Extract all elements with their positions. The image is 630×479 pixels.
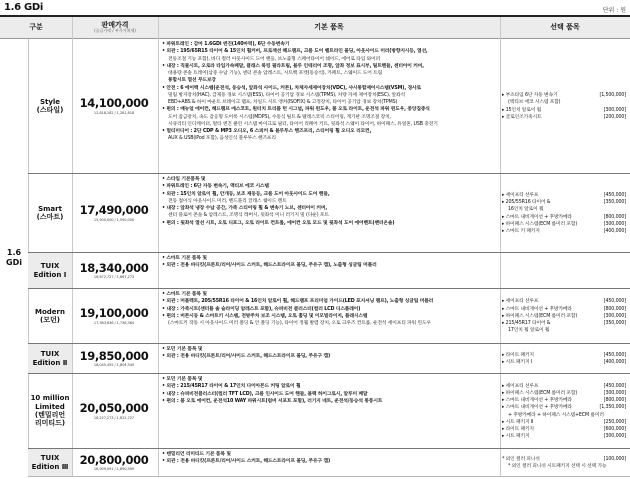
option-label: ▸ 스마트 내비게이션 + 후방카메라 (502, 306, 572, 312)
page-title: 1.6 GDi (4, 2, 44, 13)
basic-item-line: 센터 플로어 콘솔 & 암레스트, 조명식 레버시, 뒷좌석 미니 러기지 밀 (다운) 포트 (168, 213, 329, 219)
price-breakdown: 15,900,000 / 1,590,000 (93, 217, 135, 222)
basic-items (158, 174, 498, 252)
basic-item-line: • 내장 : 앞좌석 냉장 수납 공간, 가죽 스티어링 휠 & 변속기 노브, 센터아이 커버, (162, 206, 328, 211)
basic-item-line: • 내장 : 가죽시트(센터플 솔 슬라이딩 암레스트 포함), 슈퍼비전 클러스터(컬러 LCD 디스플레이) (162, 306, 361, 312)
option-label: ▸ 세이프티 선루프 (502, 299, 539, 305)
basic-item-line: EBD+ABS & 하이 마운트 브레이크 램프, 차일드 시트 앵커(ISOFIX) & 고정장치, 타이어 공기압 경보 장치(TPMS) (168, 100, 398, 105)
trim-name-line: (스마트) (36, 213, 64, 221)
basic-item-line: • 편의 : 버튼시동 & 스마트키 시스템, 전방주차 보조 시스템, 오토 홀딩 및 이모빌라이저, 플레시스템 (162, 313, 368, 319)
basic-item-line: • 외관 : 15인치 알로이 휠, 안개등, 보조 제동등, 크롬 도어 아웃사이드 도어 핸들, (162, 191, 330, 197)
basic-item-line: • 외관 : 머플렉트, 205/55R16 타이어 & 16인치 알로이 휠, 헤드램프 프리미엄 가이드(LED 포지셔닝 램프), 노출형 싱글팁 머플러 (162, 299, 434, 305)
basic-items (158, 374, 498, 448)
option-price: [300,000] (603, 313, 626, 319)
option-label: 16인치 알로이 휠 (508, 207, 544, 213)
basic-item-line: • 편의 : 매뉴얼 에어컨, 헤드램프 에스코트, 원터치 트리플 턴 시그널, 파워 윈도우, 풀 오토 라이트, 운전석 파워 윈도우, 중앙집중식 (162, 107, 430, 113)
option-price: [600,000] (603, 427, 626, 432)
option-price: [400,000] (603, 229, 626, 234)
trim-name-line: Edition Ⅲ (31, 462, 69, 471)
basic-item-line: 도어 잠금장치, 속도 감응형 도어록 시스템(MDPS), 수동식 틸트 & 텔레스코픽 스티어링, 게기판 조명조절 장치, (168, 114, 391, 120)
basic-item-line: • 스마트 기본 품목 및 (162, 256, 207, 261)
trim-price (72, 374, 156, 448)
trim-name-line: Smart (38, 204, 62, 213)
basic-item-line: 대용량 콘솔 트레이(삼중 수납 기능), 센터 콘솔 암레스트, 시트백 포켓(동승석), 카페트, 스웨이드 도어 트림 (168, 71, 383, 76)
option-items (500, 344, 626, 373)
basic-item-line: • 외관 : 전용 바디킷(프론트/리어/사이드 스커트, 해드스트라이프 몰딩, 주유구 캡), 노출형 싱글팁 머플러 (162, 263, 377, 269)
option-label: 17인치 휠 알로이 휠 (508, 328, 550, 334)
option-label: ▸ 스마트 키 패키지 (502, 229, 540, 234)
option-label: ▸ 시트 패키지 (502, 434, 530, 440)
trim-name-line: Limited (35, 402, 65, 411)
option-item (502, 99, 626, 106)
option-item (502, 214, 626, 221)
basic-item-line: 전동 접이식 아웃사이드 미러, 헨드플리 글래스 쉐이드 렌트 (168, 198, 287, 204)
price-value: 19,100,000 (79, 306, 149, 321)
basic-item-line: • 스마트 기본 품목 및 (162, 292, 207, 297)
basic-item-line: • 멀티미디어 : 2단 CDP & MP3 오디오, 6 스피커 & 블루투스 핸즈프리, 스티어링 휠 오디오 리모컨, (162, 129, 372, 134)
trim-name-line: 리미티드) (34, 419, 66, 428)
trim-name-line: (스타일) (36, 106, 64, 114)
trim-name-line: TUIX (40, 350, 60, 359)
price-value: 20,050,000 (79, 401, 149, 416)
option-item (502, 456, 626, 463)
option-item (502, 397, 626, 404)
option-price: [300,000] (603, 434, 626, 440)
basic-item-line: • 외관 : 전용 바디킷(프론트/리어/사이드 스커트, 해드스트라이프 몰딩, 주유구 캡) (162, 354, 330, 360)
option-label: ▸ 215/45R17 타이어 & (502, 321, 551, 327)
trim-row (28, 374, 630, 449)
trim-name (28, 449, 72, 476)
trim-name-line: Modern (35, 307, 65, 316)
option-item (502, 298, 626, 305)
option-item (502, 192, 626, 199)
option-price: [1,350,000] (599, 405, 626, 411)
option-label: ▸ 시트 패키지 Ⅱ (502, 419, 534, 425)
option-item (502, 92, 626, 99)
option-label: ▸ 부츠타입 6단 자동 변속기 (502, 93, 558, 98)
header-basic: 기본 품목 (158, 17, 500, 39)
option-price: [300,000] (603, 390, 626, 396)
unit-note: 단위 : 원 (602, 7, 626, 14)
option-label: * 외인 컬러 피니쉬 시트패키지 선택 시 선택 가능 (508, 464, 607, 469)
basic-items (158, 289, 498, 343)
trim-price (72, 253, 156, 288)
option-items (500, 253, 626, 288)
option-item (502, 221, 626, 228)
option-label: ▸ 글로인조가죽시트 (502, 114, 542, 120)
basic-item-line: • 스타일 기본품목 및 (162, 177, 206, 182)
basic-items (158, 449, 498, 476)
option-item (502, 433, 626, 440)
option-item (502, 320, 626, 327)
trim-row (28, 289, 630, 344)
option-label: ▸ 205/55R16 타이어 & (502, 200, 551, 205)
basic-item-line: • 모던 기본 품목 및 (162, 347, 203, 352)
option-item (502, 107, 626, 114)
option-price: [100,000] (603, 456, 626, 462)
trim-row (28, 344, 630, 374)
trim-name-line: Edition Ⅱ (32, 358, 68, 367)
trim-price (72, 39, 156, 173)
header-price: 판매가격 (공급가액 / 부가가치세) (72, 17, 158, 39)
option-item (502, 228, 626, 235)
basic-item-line: • 외관 : 215/45R17 타이어 & 17인치 다이아몬드 커팅 알로이 휠 (162, 384, 301, 390)
price-value: 14,100,000 (79, 96, 149, 111)
option-item (502, 206, 626, 213)
option-items (500, 39, 626, 173)
option-items (500, 289, 626, 343)
trim-name-line: (텐밀리언 (34, 411, 66, 419)
option-label: ▸ 스마트 내비게이션 + 후방카메라 (502, 214, 572, 220)
basic-item-line: • 내장 : 슈퍼비전클러스터(컬러 TFT LCD), 크롬 인사이드 도어 핸들, 블랙 하이그로시, 알루미 페달 (162, 391, 368, 397)
option-label: (액티브 에코 시스템 포함) (508, 100, 561, 106)
price-breakdown: 18,909,091 / 1,890,909 (93, 467, 135, 472)
option-price: [450,000] (603, 352, 626, 358)
trim-name-line: TUIX (40, 454, 60, 463)
option-price: [350,000] (603, 321, 626, 327)
option-label: ▸ 하이패스 시스템(ECM 룸미러 포함) (502, 221, 578, 227)
trim-price (72, 449, 156, 476)
header-price-note: (공급가액 / 부가가치세) (94, 28, 136, 34)
price-value: 17,490,000 (79, 203, 149, 218)
price-breakdown: 18,227,273 / 1,822,727 (93, 415, 135, 420)
basic-item-line: 통합시트 열선 무드보강 (168, 78, 216, 84)
price-value: 18,340,000 (79, 260, 149, 275)
option-item (502, 390, 626, 397)
option-label: ▸ 하이패스 시스템(ECM 룸미러 포함) (502, 390, 578, 396)
option-item (502, 359, 626, 366)
option-price: [350,000] (603, 200, 626, 205)
basic-item-line: • 내장 : 직물시트, 오로라 타입가속페달, 클래스 룩킹 필라트림, 블루 인테리어 조명, 앞좌 정보 표시부, 틸트핸들, 센터아이 커버, (162, 63, 424, 69)
basic-item-line: (스마트키 작동 시 아웃사이드 미러 폴딩 & 언 폴딩 기능), 타이어 정웰 발렴 장치, 오토 크루즈 컨트롤, 운전석 세이프티 파워 윈도우 (168, 321, 431, 326)
basic-item-line: • 모던 기본 품목 및 (162, 377, 203, 382)
price-value: 19,850,000 (79, 348, 149, 363)
option-price: [300,000] (603, 221, 626, 227)
option-price: [300,000] (603, 107, 626, 113)
trim-price (72, 344, 156, 373)
basic-item-line: • 파워트레인 : 6단 자동 변속기, 액티브 에코 시스템 (162, 184, 269, 190)
basic-items (158, 344, 498, 373)
trim-name (28, 374, 72, 448)
trim-price (72, 289, 156, 343)
option-item (502, 419, 626, 426)
trim-name-line: TUIX (40, 262, 60, 271)
option-items (500, 174, 626, 252)
option-price: [450,000] (603, 299, 626, 305)
trim-name (28, 39, 72, 173)
header-type: 구분 (0, 17, 72, 39)
option-label: ▸ 세이프티 선루프 (502, 383, 539, 389)
option-label: ▸ 라이트 패키지 (502, 352, 534, 358)
basic-item-line: • 텐밀리언 리미티드 기본 품목 및 (162, 452, 231, 457)
option-price: [800,000] (603, 398, 626, 403)
price-breakdown: 18,045,455 / 1,804,545 (93, 363, 135, 368)
basic-item-line: 밀림 방지장치(HAC), 급제동 경보 시스템(ESS), 타이어 공기압 경보 시스템(TPMS), 차량 자세 제어장치(ESC), 앞좌석 (168, 92, 405, 98)
basic-item-line: • 파워트레인 : 감마 1.6GDi 엔진(140마력), 6단 수동변속기 (162, 42, 290, 47)
engine-label: 1.6 GDi (6, 248, 22, 267)
trim-name (28, 253, 72, 288)
option-price: [800,000] (603, 306, 626, 312)
trim-name-line: (모던) (40, 316, 60, 324)
option-label: ▸ 시트 패키지 Ⅰ (502, 360, 533, 365)
option-item (502, 327, 626, 334)
basic-item-line: 시큐리티 인디케이터, 멀티 엔진 클린 시스템 마이크로 필터, 타이어 리페어 키트, 뒷좌석 스웨이 타이어, 하이패스, 듀얼혼, USB 충전기 (168, 121, 438, 127)
option-label: ▸ 15인치 알로이 휠 (502, 107, 542, 113)
basic-item-line: • 편의 : 풀 오토 에어컨, 운전석10 WAY 파워시트(럼버 서포트 포함), 러기지 네트, 운전석/동승석 통풍시트 (162, 398, 383, 404)
option-label: ▸ 라이트 패키지 (502, 427, 534, 432)
option-item (502, 426, 626, 433)
trim-row (28, 174, 630, 253)
option-label: * 외인 컬러 피니쉬 (502, 456, 540, 462)
option-item (502, 199, 626, 206)
price-value: 20,800,000 (79, 452, 149, 467)
option-label: ▸ 스마트 내비게이션 + 후방카메라 (502, 398, 572, 403)
trim-row (28, 253, 630, 289)
basic-item-line: • 안전 : 6 에어백 시스템(운전석, 동승석, 앞좌석 사이드, 커튼), 차체자세제어장치(VDC), 샤시통합제어시스템(VSM), 경사로 (162, 85, 421, 91)
option-item (502, 313, 626, 320)
option-label: + 후방카메라 + 하이패스 시스템+ECM 룸미러 (508, 412, 604, 418)
option-items (500, 449, 626, 476)
trim-name (28, 344, 72, 373)
option-price: [1,500,000] (599, 93, 626, 98)
option-item (502, 114, 626, 121)
basic-items (158, 253, 498, 288)
price-breakdown: 16,672,727 / 1,667,273 (93, 275, 135, 280)
option-item (502, 352, 626, 359)
option-item (502, 463, 626, 470)
price-breakdown: 12,818,182 / 1,281,818 (93, 110, 135, 115)
price-breakdown: 17,363,636 / 1,736,364 (93, 320, 135, 325)
option-price: [450,000] (603, 383, 626, 389)
option-price: [400,000] (603, 360, 626, 365)
basic-item-line: • 외관 : 195/65R15 타이어 & 15인치 휠커버, 프로젝션 헤드램프, 크롬 도어 벨트라인 몰딩, 아웃사이드 미러(방향지시등, 열선, (162, 49, 428, 55)
option-price: [450,000] (603, 192, 626, 198)
option-price: [250,000] (603, 419, 626, 425)
basic-item-line: • 외관 : 전용 바디킷(프론트/리어/사이드 스커트, 해드스트라이프 몰딩, 주유구 캡) (162, 459, 330, 465)
trim-row (28, 39, 630, 174)
option-item (502, 412, 626, 419)
basic-item-line: AUX & USB(iPod 포함), 음성인식 블루투스 핸즈프리 (168, 136, 276, 142)
trim-name (28, 174, 72, 252)
option-item (502, 404, 626, 411)
option-item (502, 306, 626, 313)
basic-item-line: • 편의 : 뒷좌석 열선 시트, 오토 디포그, 오토 라이트 컨트롤, 에어컨 오토 모드 및 뒷좌석 도어 에어벤트(쎈터온솔) (162, 220, 395, 226)
trim-name (28, 289, 72, 343)
basic-items (158, 39, 498, 173)
trim-name-line: Style (39, 97, 61, 106)
option-label: ▸ 하이패스 시스템(ECM 룸미러 포함) (502, 313, 578, 319)
trim-name-line: Edition Ⅰ (33, 270, 67, 279)
option-label: ▸ 스마트 내비게이션 + 후방카메라 (502, 405, 572, 411)
trim-name-line: 10 million (30, 394, 70, 403)
option-label: ▸ 세이프티 선루프 (502, 192, 539, 198)
basic-item-line: 전동조절 기능 포함), 바디 컬러 아웃사이드 도어 핸들, 브노출형 스페어타이어 쉐이드, 에어로 타입 와이퍼 (168, 56, 381, 62)
option-price: [200,000] (603, 114, 626, 120)
option-items (500, 374, 626, 448)
trim-row (28, 449, 630, 477)
option-item (502, 383, 626, 390)
option-price: [800,000] (603, 214, 626, 220)
trim-price (72, 174, 156, 252)
header-options: 선택 품목 (500, 17, 630, 39)
